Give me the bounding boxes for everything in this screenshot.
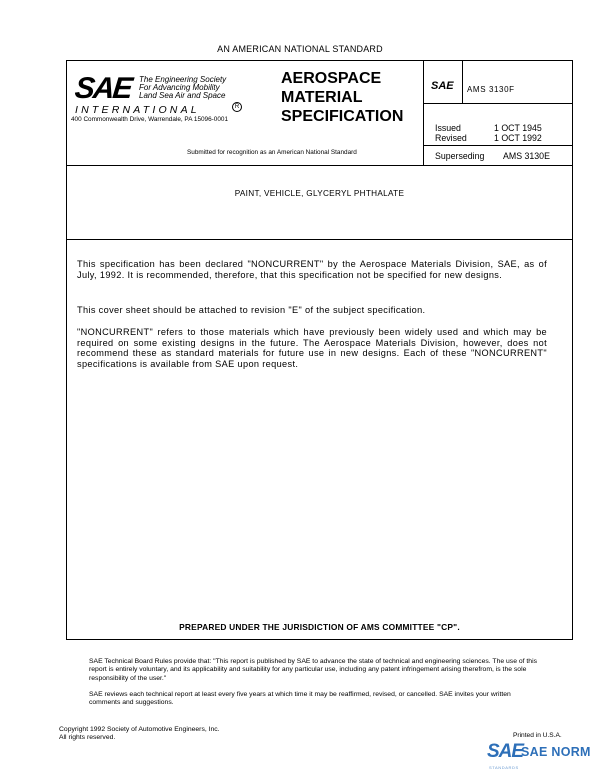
sae-address: 400 Commonwealth Drive, Warrendale, PA 15096-0001 xyxy=(71,116,229,123)
header-divider xyxy=(423,61,424,165)
superseding-line xyxy=(423,145,573,146)
watermark-sae-icon: SAE xyxy=(487,741,524,762)
paragraph-cover-sheet: This cover sheet should be attached to revision "E" of the subject specification. xyxy=(77,305,426,315)
document-frame xyxy=(66,60,573,640)
standard-designation: AN AMERICAN NATIONAL STANDARD xyxy=(217,44,383,54)
superseding-row: Superseding AMS 3130E xyxy=(435,151,550,161)
logo-international: INTERNATIONAL xyxy=(75,104,200,116)
issued-row: Issued 1 OCT 1945 xyxy=(435,123,542,133)
registered-mark-icon: R xyxy=(232,102,242,112)
review-note: SAE reviews each technical report at least every five years at which time it may be reaffirmed, revised, or cancelled. SAE invites your written comments and suggestions. xyxy=(89,691,511,707)
logo-box-divider xyxy=(462,61,463,103)
logo-tagline: The Engineering Society For Advancing Mobility Land Sea Air and Space xyxy=(139,75,227,100)
header-bottom-rule xyxy=(67,165,572,166)
technical-board-rules: SAE Technical Board Rules provide that: "This report is published by SAE to advance the state of technical and engineering sciences. The use of this report is entirely voluntary, and its applicability and suitability for any particular use, including any patent infringement arising therefrom, is the sole responsibility of the user." xyxy=(89,658,537,682)
watermark-small-text: STANDARDS xyxy=(489,765,519,770)
subject-title: PAINT, VEHICLE, GLYCERYL PHTHALATE xyxy=(234,189,405,198)
ams-box-line xyxy=(423,103,573,104)
copyright-notice: Copyright 1992 Society of Automotive Engineers, Inc. All rights reserved. xyxy=(59,726,220,742)
logo-sae-text: SAE xyxy=(73,72,133,105)
submitted-note: Submitted for recognition as an American National Standard xyxy=(187,149,357,156)
paragraph-noncurrent-declaration: This specification has been declared "NONCURRENT" by the Aerospace Materials Division, SAE, as of July, 1992. It is recommended, therefore, that this specification not be specified for new designs. xyxy=(77,259,547,280)
prepared-under-note: PREPARED UNDER THE JURISDICTION OF AMS COMMITTEE "CP". xyxy=(179,622,460,632)
revised-row: Revised 1 OCT 1992 xyxy=(435,133,542,143)
ams-number: AMS 3130F xyxy=(467,85,515,94)
sae-small-logo: SAE xyxy=(431,80,454,92)
subject-bottom-rule xyxy=(67,239,572,240)
sae-international-logo xyxy=(75,74,255,118)
printed-in-usa: Printed in U.S.A. xyxy=(513,732,562,739)
watermark-norm-text: SAE NORM xyxy=(521,745,591,759)
sae-norm-watermark xyxy=(487,741,595,771)
paragraph-noncurrent-definition: "NONCURRENT" refers to those materials which have previously been widely used and which may be required on some existing designs in the future. The Aerospace Materials Division, however, does not recommend these as standard materials for future use in new designs. Each of these "NONCURRENT" specifications is available from SAE upon request. xyxy=(77,327,547,369)
document-title: AEROSPACE MATERIAL SPECIFICATION xyxy=(281,70,404,125)
